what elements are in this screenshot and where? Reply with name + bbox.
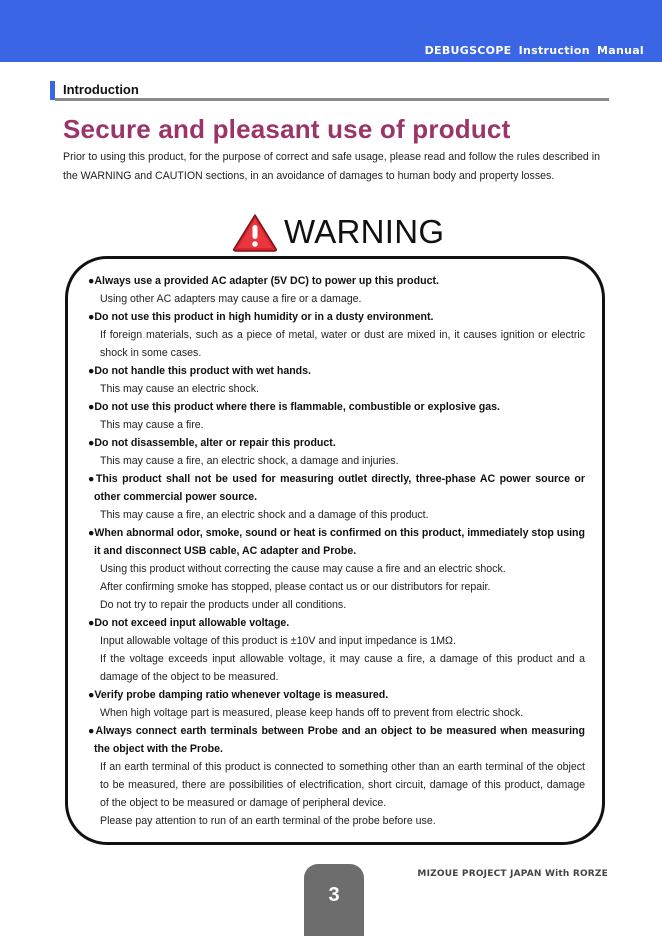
warning-item-heading — [88, 470, 585, 506]
warning-item-heading-text: Do not use this product in high humidity or in a dusty environment. — [94, 311, 434, 323]
manual-title: DEBUGSCOPE Instruction Manual — [424, 44, 644, 57]
warning-item-heading-text: Always use a provided AC adapter (5V DC) to power up this product. — [94, 275, 439, 287]
warning-item-heading — [88, 434, 585, 452]
intro-paragraph: Prior to using this product, for the purpose of correct and safe usage, please read and follow the rules described in the WARNING and CAUTION sections, in an avoidance of damages to human body and property losses. — [63, 151, 600, 182]
warning-item-detail: Input allowable voltage of this product is ±10V and input impedance is 1MΩ. — [100, 635, 456, 647]
bullet-icon: ● — [88, 311, 95, 323]
warning-item-heading — [88, 308, 585, 326]
warning-item-heading-text: Do not disassemble, alter or repair this product. — [94, 437, 336, 449]
warning-list — [88, 272, 585, 830]
warning-item-detail: This may cause a fire, an electric shock and a damage of this product. — [100, 509, 429, 521]
warning-item-detail: If foreign materials, such as a piece of metal, water or dust are mixed in, it causes ignition or electric shock in some cases. — [100, 329, 585, 359]
warning-item-heading — [88, 686, 585, 704]
warning-triangle-icon — [232, 212, 278, 252]
warning-item-heading-text: Do not use this product where there is flammable, combustible or explosive gas. — [94, 401, 501, 413]
warning-item — [88, 398, 585, 434]
warning-item-heading-text: Do not handle this product with wet hands. — [94, 365, 311, 377]
warning-item-detail: This may cause a fire, an electric shock, a damage and injuries. — [100, 455, 399, 467]
bullet-icon: ● — [88, 617, 95, 629]
bullet-icon: ● — [88, 401, 95, 413]
warning-item-heading — [88, 722, 585, 758]
page-title: Secure and pleasant use of product — [63, 114, 511, 144]
warning-item-heading — [88, 362, 585, 380]
bullet-icon: ● — [88, 527, 95, 539]
footer-brand: MIZOUE PROJECT JAPAN With RORZE — [417, 869, 608, 879]
warning-item — [88, 722, 585, 830]
warning-item-heading-text: This product shall not be used for measuring outlet directly, three-phase AC power source or other commercial power source. — [94, 473, 586, 503]
bullet-icon: ● — [88, 365, 95, 377]
warning-item-heading — [88, 398, 585, 416]
warning-item-heading-text: Verify probe damping ratio whenever voltage is measured. — [94, 689, 389, 701]
warning-item-heading-text: When abnormal odor, smoke, sound or heat is confirmed on this product, immediately stop using it and disconnect USB cable, AC adapter and Probe. — [94, 527, 585, 557]
warning-item-detail: Please pay attention to run of an earth terminal of the probe before use. — [100, 815, 436, 827]
warning-item-detail: Using other AC adapters may cause a fire or a damage. — [100, 293, 362, 305]
warning-item-heading — [88, 614, 585, 632]
warning-heading — [232, 210, 444, 254]
warning-item-detail: Do not try to repair the products under all conditions. — [100, 599, 347, 611]
warning-item-detail: Using this product without correcting the cause may cause a fire and an electric shock. — [100, 563, 506, 575]
warning-item-detail: If the voltage exceeds input allowable voltage, it may cause a fire, a damage of this product and a damage of the object to be measured. — [100, 653, 585, 683]
bullet-icon: ● — [88, 689, 95, 701]
warning-item — [88, 362, 585, 398]
warning-item-heading — [88, 524, 585, 560]
warning-item-heading-text: Do not exceed input allowable voltage. — [94, 617, 290, 629]
bullet-icon: ● — [88, 473, 96, 485]
warning-title: WARNING — [284, 213, 445, 250]
warning-item-heading-text: Always connect earth terminals between Probe and an object to be measured when measuring the object with the Probe. — [94, 725, 586, 755]
warning-item — [88, 686, 585, 722]
warning-item — [88, 524, 585, 614]
section-rule — [55, 98, 609, 101]
bullet-icon: ● — [88, 437, 95, 449]
warning-item-detail: If an earth terminal of this product is connected to something other than an earth terminal of the object to be measured, there are possibilities of electrification, short circuit, damage of this product, damage of the object to be measured or damage of peripheral device. — [100, 761, 585, 809]
warning-item — [88, 272, 585, 308]
page-number: 3 — [328, 884, 340, 906]
warning-item — [88, 308, 585, 362]
section-label: Introduction — [63, 82, 139, 97]
bullet-icon: ● — [88, 725, 96, 737]
warning-item-heading — [88, 272, 585, 290]
warning-item — [88, 470, 585, 524]
warning-item — [88, 434, 585, 470]
warning-item — [88, 614, 585, 686]
warning-item-detail: After confirming smoke has stopped, please contact us or our distributors for repair. — [100, 581, 491, 593]
warning-item-detail: When high voltage part is measured, please keep hands off to prevent from electric shock. — [100, 707, 524, 719]
bullet-icon: ● — [88, 275, 95, 287]
warning-item-detail: This may cause an electric shock. — [100, 383, 259, 395]
warning-item-detail: This may cause a fire. — [100, 419, 204, 431]
